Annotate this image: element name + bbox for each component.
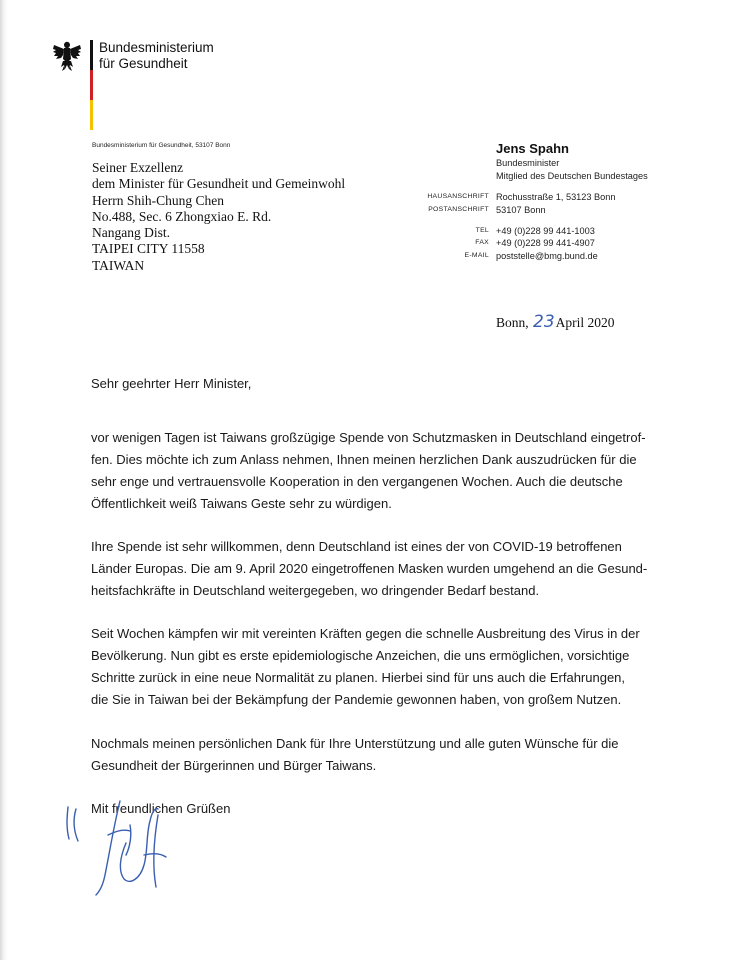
paragraph-line: fen. Dies möchte ich zum Anlass nehmen, Ihnen meinen herzlichen Dank auszudrücken für die [91,452,637,467]
letter-date [496,312,615,332]
scan-edge-shadow [0,0,8,960]
recipient-line: Herrn Shih-Chung Chen [92,192,224,208]
federal-eagle-icon [52,39,82,72]
date-place: Bonn, [496,315,529,330]
sender-titles [496,157,648,182]
flag-red-stripe [90,70,93,100]
sender-name: Jens Spahn [496,141,569,156]
recipient-line: TAIPEI CITY 11558 [92,241,205,257]
flag-gold-stripe [90,100,93,130]
fax-value: +49 (0)228 99 441-4907 [496,238,595,249]
ministry-line-2: für Gesundheit [99,56,188,71]
postanschrift-label: POSTANSCHRIFT [428,205,489,213]
paragraph-3 [91,623,651,711]
fax-label: FAX [475,239,489,247]
recipient-line: No.488, Sec. 6 Zhongxiao E. Rd. [92,208,272,224]
paragraph-line: Öffentlichkeit weiß Taiwans Geste sehr zu würdigen. [91,496,392,511]
paragraph-line: vor wenigen Tagen ist Taiwans großzügige Spende von Schutzmasken in Deutschland eingetrof- [91,430,646,445]
date-day-handwritten: 23 [533,312,555,332]
paragraph-line: heitsfachkräfte in Deutschland weitergegeben, wo dringender Bedarf bestand. [91,583,540,598]
contact-values [496,191,616,263]
recipient-line: TAIWAN [92,257,145,273]
ministry-line-1: Bundesministerium [99,40,214,55]
return-address-line: Bundesministerium für Gesundheit, 53107 Bonn [92,142,231,149]
paragraph-line: Nochmals meinen persönlichen Dank für Ihre Unterstützung und alle guten Wünsche für die [91,736,619,751]
sender-subtitle: Mitglied des Deutschen Bundestages [496,170,648,181]
sender-title: Bundesminister [496,158,560,168]
email-label: E-MAIL [464,252,489,260]
salutation: Sehr geehrter Herr Minister, [91,376,252,391]
paragraph-line: Bevölkerung. Nun gibt es erste epidemiologische Anzeichen, die uns ermöglichen, vorsichtige [91,648,630,663]
tel-label: TEL [475,226,489,234]
paragraph-line: Gesundheit der Bürgerinnen und Bürger Taiwans. [91,758,377,773]
closing: Mit freundlichen Grüßen [91,801,231,816]
paragraph-line: die Sie in Taiwan bei der Bekämpfung der Pandemie gewonnen haben, von großem Nutzen. [91,692,622,707]
tel-value: +49 (0)228 99 441-1003 [496,225,595,236]
paragraph-line: Länder Europas. Die am 9. April 2020 eingetroffenen Masken wurden umgehend an die Gesund- [91,561,648,576]
paragraph-line: sehr enge und vertrauensvolle Kooperation in den vergangenen Wochen. Auch die deutsche [91,474,623,489]
paragraph-1 [91,427,651,515]
german-flag-stripe [90,40,93,130]
contact-labels [380,191,489,263]
paragraph-line: Ihre Spende ist sehr willkommen, denn Deutschland ist eines der von COVID-19 betroffenen [91,539,622,554]
paragraph-4 [91,733,651,777]
recipient-line: dem Minister für Gesundheit und Gemeinwohl [92,176,346,192]
paragraph-line: Schritte zurück in eine neue Normalität zu planen. Hierbei sind für uns auch die Erfahrungen, [91,670,626,685]
paragraph-line: Seit Wochen kämpfen wir mit vereinten Kräften gegen die schnelle Ausbreitung des Virus in der [91,626,640,641]
flag-black-stripe [90,40,93,70]
date-month-year: April 2020 [555,315,615,330]
hausanschrift-value: Rochusstraße 1, 53123 Bonn [496,192,616,202]
ministry-name [99,40,214,72]
paragraph-2 [91,536,651,602]
handwritten-signature-icon [60,795,190,905]
recipient-address [92,160,345,274]
postanschrift-value: 53107 Bonn [496,204,546,215]
hausanschrift-label: HAUSANSCHRIFT [427,193,489,200]
recipient-line: Seiner Exzellenz [92,160,184,175]
email-value: poststelle@bmg.bund.de [496,251,598,262]
recipient-line: Nangang Dist. [92,225,170,241]
